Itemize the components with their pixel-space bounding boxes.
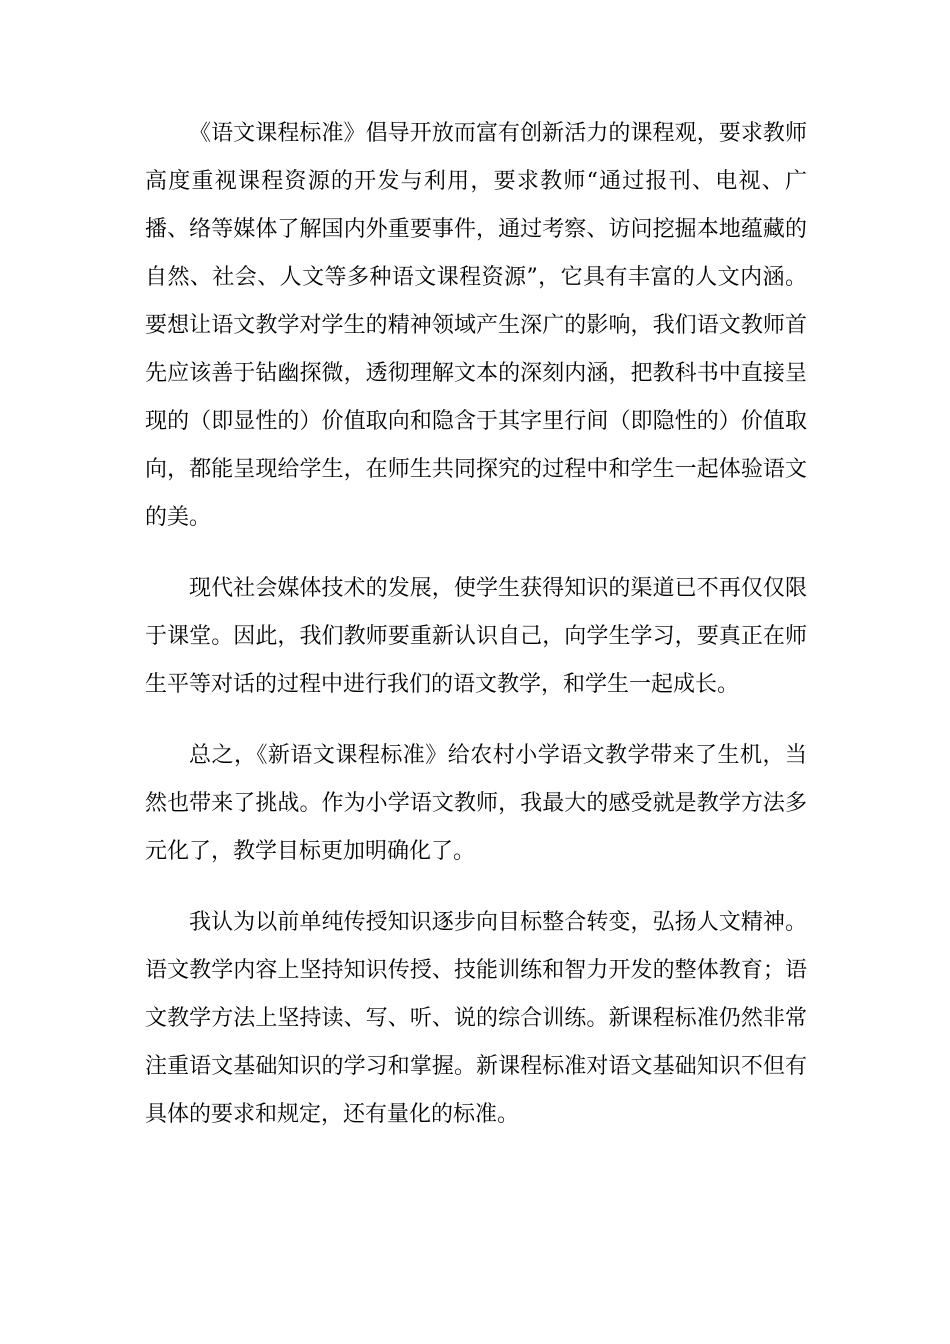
paragraph-2: 现代社会媒体技术的发展，使学生获得知识的渠道已不再仅仅限于课堂。因此，我们教师要重新认识自己，向学生学习，要真正在师生平等对话的过程中进行我们的语文教学，和学生一起成长。: [145, 576, 807, 697]
document-body: [145, 110, 807, 1139]
paragraph-4: 我认为以前单纯传授知识逐步向目标整合转变，弘扬人文精神。语文教学内容上坚持知识传授、技能训练和智力开发的整体教育；语文教学方法上坚持读、写、听、说的综合训练。新课程标准仍然非常注重语文基础知识的学习和掌握。新课程标准对语文基础知识不但有具体的要求和规定，还有量化的标准。: [145, 910, 807, 1127]
paragraph-1: 《语文课程标准》倡导开放而富有创新活力的课程观，要求教师高度重视课程资源的开发与利用，要求教师“通过报刊、电视、广播、络等媒体了解国内外重要事件，通过考察、访问挖掘本地蕴藏的自然、社会、人文等多种语文课程资源”，它具有丰富的人文内涵。要想让语文教学对学生的精神领域产生深广的影响，我们语文教师首先应该善于钻幽探微，透彻理解文本的深刻内涵，把教科书中直接呈现的（即显性的）价值取向和隐含于其字里行间（即隐性的）价值取向，都能呈现给学生，在师生共同探究的过程中和学生一起体验语文的美。: [145, 121, 807, 530]
paragraph-3: 总之，《新语文课程标准》给农村小学语文教学带来了生机，当然也带来了挑战。作为小学语文教师，我最大的感受就是教学方法多元化了，教学目标更加明确化了。: [145, 743, 807, 864]
